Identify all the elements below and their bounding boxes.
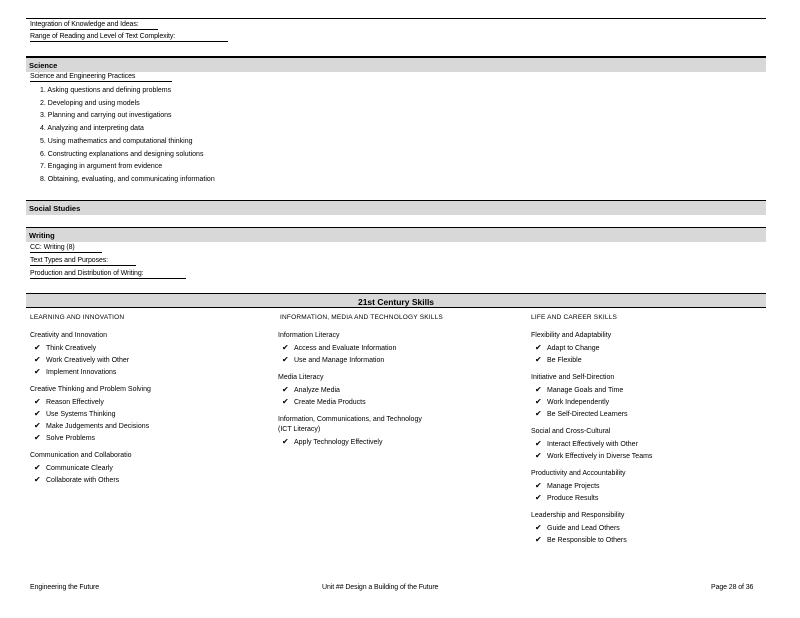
checkmark-icon: ✔: [535, 355, 542, 364]
checkmark-icon: ✔: [34, 367, 41, 376]
science-practice-item: 7. Engaging in argument from evidence: [40, 163, 163, 171]
skill-item: [535, 493, 598, 503]
skill-item-label: Work Effectively in Diverse Teams: [547, 453, 653, 460]
learning-innovation-heading: LEARNING AND INNOVATION: [30, 314, 125, 321]
rule: [26, 18, 766, 19]
science-practice-item: 4. Analyzing and interpreting data: [40, 125, 144, 133]
skill-item-label: Create Media Products: [294, 399, 366, 406]
skill-item: [34, 475, 119, 485]
skill-item-label: Adapt to Change: [547, 345, 600, 352]
skill-item: [282, 355, 384, 365]
skill-item-label: Access and Evaluate Information: [294, 345, 397, 352]
skill-item: [535, 355, 582, 365]
skill-group-title: Media Literacy: [278, 374, 324, 381]
skills-title: 21st Century Skills: [357, 297, 435, 307]
skill-item: [535, 385, 623, 395]
checkmark-icon: ✔: [34, 463, 41, 472]
checkmark-icon: ✔: [282, 437, 289, 446]
checkmark-icon: ✔: [282, 343, 289, 352]
skill-group-title: Leadership and Responsibility: [531, 512, 625, 519]
skill-item-label: Interact Effectively with Other: [547, 441, 638, 448]
science-practice-item: 8. Obtaining, evaluating, and communicating information: [40, 175, 215, 183]
information-media-tech-heading: INFORMATION, MEDIA AND TECHNOLOGY SKILLS: [280, 314, 443, 321]
checkmark-icon: ✔: [535, 439, 542, 448]
life-career-heading: LIFE AND CAREER SKILLS: [531, 314, 618, 321]
skill-item-label: Analyze Media: [294, 387, 340, 394]
checkmark-icon: ✔: [34, 475, 41, 484]
checkmark-icon: ✔: [34, 433, 41, 442]
checkmark-icon: ✔: [34, 397, 41, 406]
skill-item-label: Use and Manage Information: [294, 357, 385, 364]
skill-item-label: Make Judgements and Decisions: [46, 423, 150, 430]
writing-band: [26, 227, 766, 242]
social-studies-band: [26, 200, 766, 215]
checkmark-icon: ✔: [535, 523, 542, 532]
checkmark-icon: ✔: [535, 535, 542, 544]
science-heading: Science: [29, 61, 58, 70]
checkmark-icon: ✔: [535, 397, 542, 406]
skill-group-title-cont: (ICT Literacy): [278, 426, 321, 433]
skill-item: [535, 439, 638, 449]
skill-item: [535, 397, 609, 407]
skill-item: [34, 355, 129, 365]
science-practices-label: Science and Engineering Practices: [30, 72, 172, 82]
skill-item: [34, 343, 96, 353]
science-practice-item: 2. Developing and using models: [40, 99, 140, 107]
skill-item-label: Manage Goals and Time: [547, 387, 624, 394]
skill-item: [282, 437, 382, 447]
skill-item-label: Collaborate with Others: [46, 477, 120, 484]
production-label: Production and Distribution of Writing:: [30, 269, 186, 279]
skill-item: [535, 451, 652, 461]
skill-group-title: Flexibility and Adaptability: [531, 332, 612, 339]
skill-group-title: Communication and Collaboratio: [30, 452, 132, 459]
footer-center: Unit ## Design a Building of the Future: [322, 584, 439, 591]
checkmark-icon: ✔: [535, 493, 542, 502]
skill-item-label: Be Responsible to Others: [547, 537, 627, 544]
range-label: Range of Reading and Level of Text Complexity:: [30, 32, 228, 42]
skill-item-label: Manage Projects: [547, 483, 600, 490]
skill-item-label: Apply Technology Effectively: [294, 439, 383, 446]
checkmark-icon: ✔: [34, 421, 41, 430]
skill-group-title: Information Literacy: [278, 332, 340, 339]
skill-item: [282, 343, 396, 353]
checkmark-icon: ✔: [535, 451, 542, 460]
skill-group-title: Productivity and Accountability: [531, 470, 626, 477]
skill-item-label: Communicate Clearly: [46, 465, 113, 472]
skill-item: [282, 397, 366, 407]
skill-group-title: Creative Thinking and Problem Solving: [30, 386, 151, 393]
skill-item: [34, 367, 116, 377]
skill-item-label: Implement Innovations: [46, 369, 117, 376]
skill-item-label: Produce Results: [547, 495, 599, 502]
science-practice-item: 6. Constructing explanations and designing solutions: [40, 150, 204, 158]
skill-item-label: Be Self-Directed Learners: [547, 411, 628, 418]
skill-item: [535, 343, 600, 353]
writing-heading: Writing: [29, 231, 55, 240]
science-practice-item: 3. Planning and carrying out investigations: [40, 112, 172, 120]
checkmark-icon: ✔: [535, 343, 542, 352]
skill-item-label: Work Independently: [547, 399, 610, 406]
science-practice-item: 1. Asking questions and defining problems: [40, 87, 172, 94]
skill-item: [535, 409, 628, 419]
skill-item: [535, 535, 627, 545]
skill-item-label: Guide and Lead Others: [547, 525, 620, 532]
skills-band: [26, 293, 766, 308]
skill-group-title: Creativity and Innovation: [30, 332, 108, 339]
skill-item: [34, 421, 149, 431]
footer-left: Engineering the Future: [30, 584, 100, 591]
skill-item-label: Be Flexible: [547, 357, 582, 364]
skill-item: [535, 481, 600, 491]
skill-item-label: Work Creatively with Other: [46, 357, 130, 364]
checkmark-icon: ✔: [282, 397, 289, 406]
footer-page-number: Page 28 of 36: [711, 584, 754, 591]
checkmark-icon: ✔: [34, 409, 41, 418]
skill-item: [34, 397, 104, 407]
science-band: [26, 57, 766, 72]
skill-item-label: Solve Problems: [46, 435, 96, 442]
skill-item: [535, 523, 620, 533]
social-studies-heading: Social Studies: [29, 204, 81, 213]
skill-item: [282, 385, 340, 395]
skill-item-label: Think Creatively: [46, 345, 97, 352]
checkmark-icon: ✔: [34, 343, 41, 352]
skill-item-label: Use Systems Thinking: [46, 411, 116, 418]
rule: [26, 307, 766, 308]
writing-cc-label: CC: Writing (8): [30, 243, 102, 253]
checkmark-icon: ✔: [535, 481, 542, 490]
skill-item: [34, 433, 95, 443]
science-practice-item: 5. Using mathematics and computational thinking: [40, 137, 193, 145]
text-types-label: Text Types and Purposes:: [30, 256, 136, 266]
skill-item-label: Reason Effectively: [46, 399, 104, 406]
skill-item: [34, 409, 116, 419]
skill-group-title: Initiative and Self-Direction: [531, 374, 615, 381]
skill-item: [34, 463, 113, 473]
checkmark-icon: ✔: [282, 385, 289, 394]
checkmark-icon: ✔: [282, 355, 289, 364]
checkmark-icon: ✔: [535, 385, 542, 394]
checkmark-icon: ✔: [34, 355, 41, 364]
checkmark-icon: ✔: [535, 409, 542, 418]
skill-group-title: Information, Communications, and Technology: [278, 416, 422, 423]
skill-group-title: Social and Cross-Cultural: [531, 428, 611, 435]
integration-label: Integration of Knowledge and Ideas:: [30, 20, 158, 30]
